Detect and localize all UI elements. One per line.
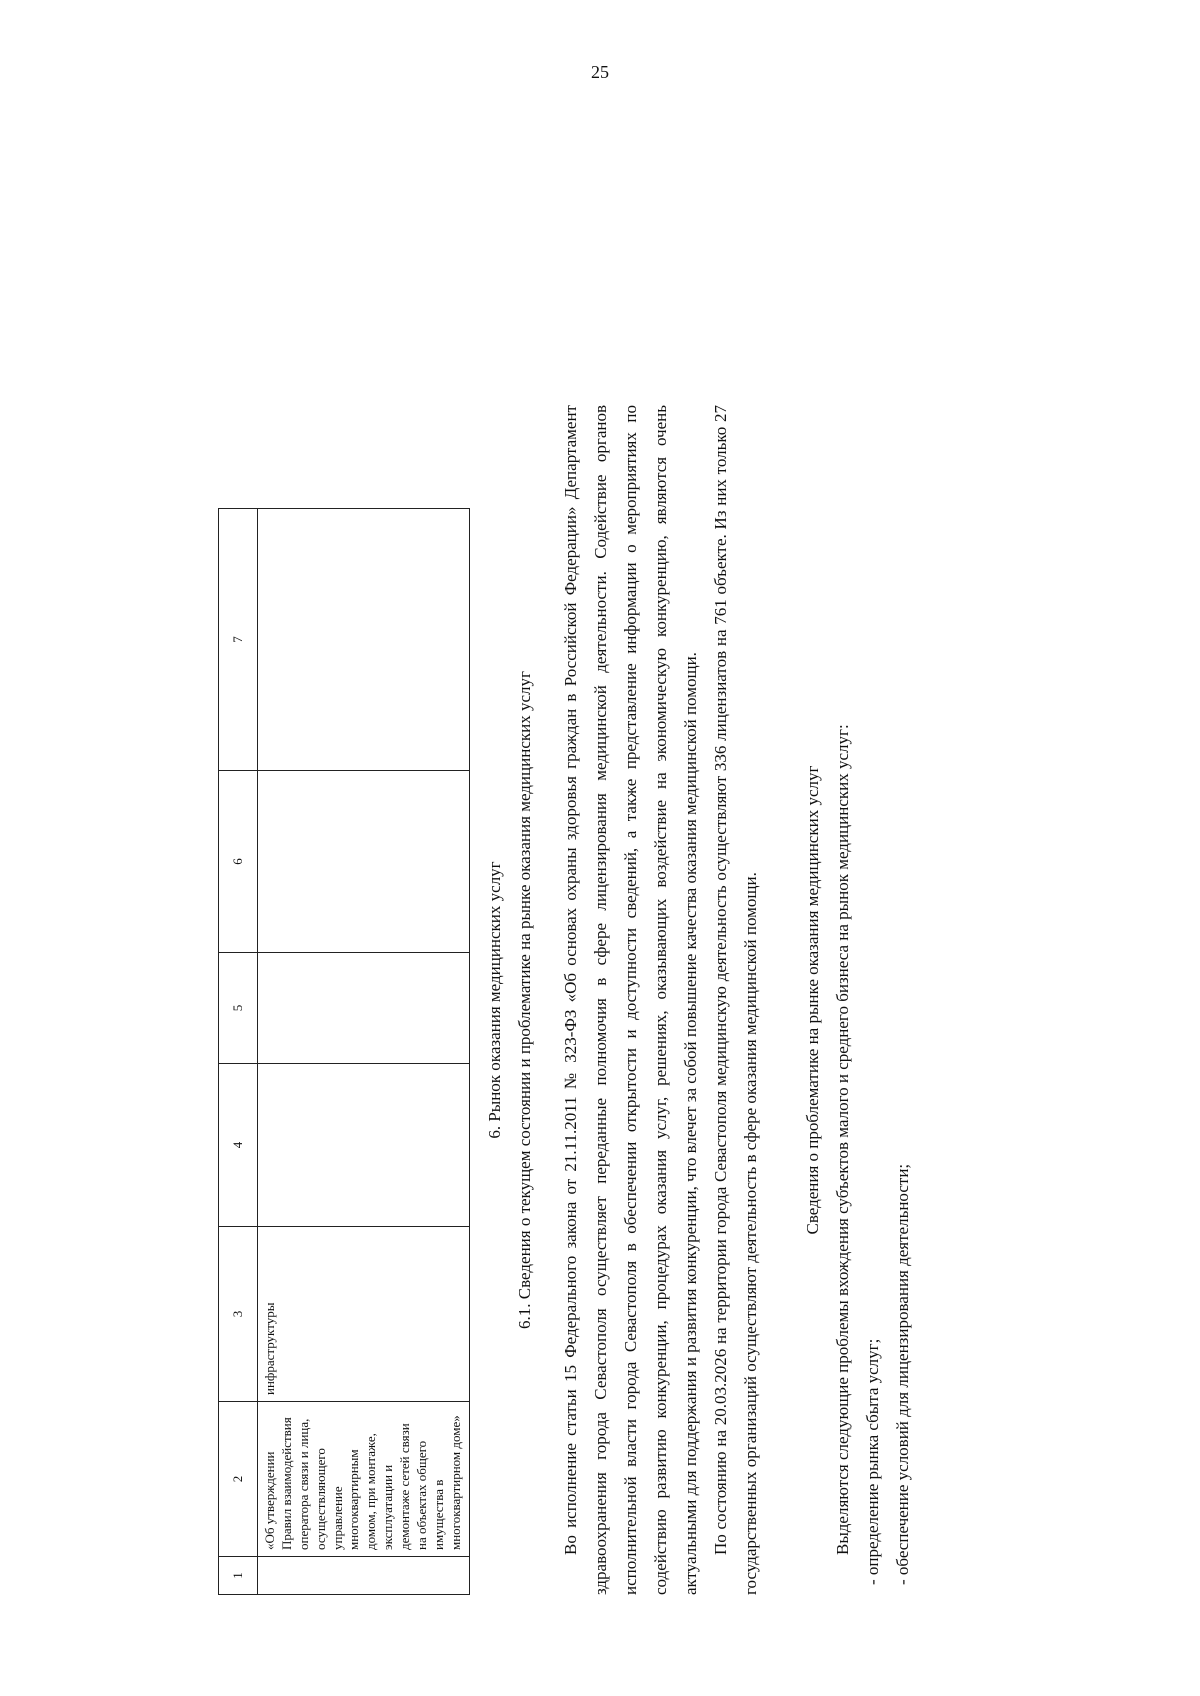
table-cell (258, 1557, 470, 1595)
table-cell (258, 1064, 470, 1227)
continuation-table (218, 508, 470, 1595)
table-header-row (219, 509, 258, 1595)
table-cell (258, 771, 470, 953)
table-header-cell: 4 (219, 1064, 258, 1227)
table-header-cell: 7 (219, 509, 258, 771)
page-number: 25 (591, 62, 609, 82)
table-cell: «Об утверждении Правил взаимодействия оператора связи и лица, осуществляющего управление многоквартирным домом, при монтаже, эксплуатации и демонтаже сетей связи на объектах общего имущества в многоквартирном доме» (258, 1402, 470, 1557)
paragraph-legal-basis: Во исполнение статьи 15 Федерального закона от 21.11.2011 № 323-ФЗ «Об основах охраны здоровья граждан в Российской Федерации» Департамент здравоохранения города Севастополя осуществляет переданные полномочия в сфере лицензирования медицинской деятельности. Содействие органов исполнительной власти города Севастополя в обеспечении открытости и доступности сведений, а также представление информации о мероприятиях по содействию развитию конкуренции, процедурах оказания услуг, решениях, оказывающих воздействие на экономическую конкуренцию, являются очень актуальными для поддержания и развития конкуренции, что влечет за собой повышение качества оказания медицинской помощи. (561, 405, 700, 1595)
table-header-cell: 5 (219, 953, 258, 1064)
list-item: - обеспечение условий для лицензирования деятельности; (893, 1163, 912, 1585)
paragraph-statistics: По состоянию на 20.03.2026 на территории города Севастополя медицинскую деятельность осуществляют 336 лицензиатов на 761 объекте. Из них только 27 государственных организаций осуществляют деятельность в сфере оказания медицинской помощи. (711, 405, 760, 1595)
section-6 (480, 405, 918, 1595)
rotated-content (218, 155, 1028, 1595)
table-header-cell: 1 (219, 1557, 258, 1595)
problems-intro: Выделяются следующие проблемы вхождения субъектов малого и среднего бизнеса на рынок медицинских услуг: (833, 724, 852, 1555)
table-row (258, 509, 470, 1595)
problems-title: Сведения о проблематике на рынке оказания медицинских услуг (803, 765, 822, 1235)
table-header-cell: 3 (219, 1227, 258, 1402)
table-header-cell: 2 (219, 1402, 258, 1557)
table-header-cell: 6 (219, 771, 258, 953)
section-subtitle: 6.1. Сведения о текущем состоянии и проблематике на рынке оказания медицинских услуг (515, 671, 534, 1329)
section-title: 6. Рынок оказания медицинских услуг (485, 861, 504, 1139)
table-cell (258, 953, 470, 1064)
table-cell: инфраструктуры (258, 1227, 470, 1402)
list-item: - определение рынка сбыта услуг; (863, 1338, 882, 1585)
table-cell (258, 509, 470, 771)
